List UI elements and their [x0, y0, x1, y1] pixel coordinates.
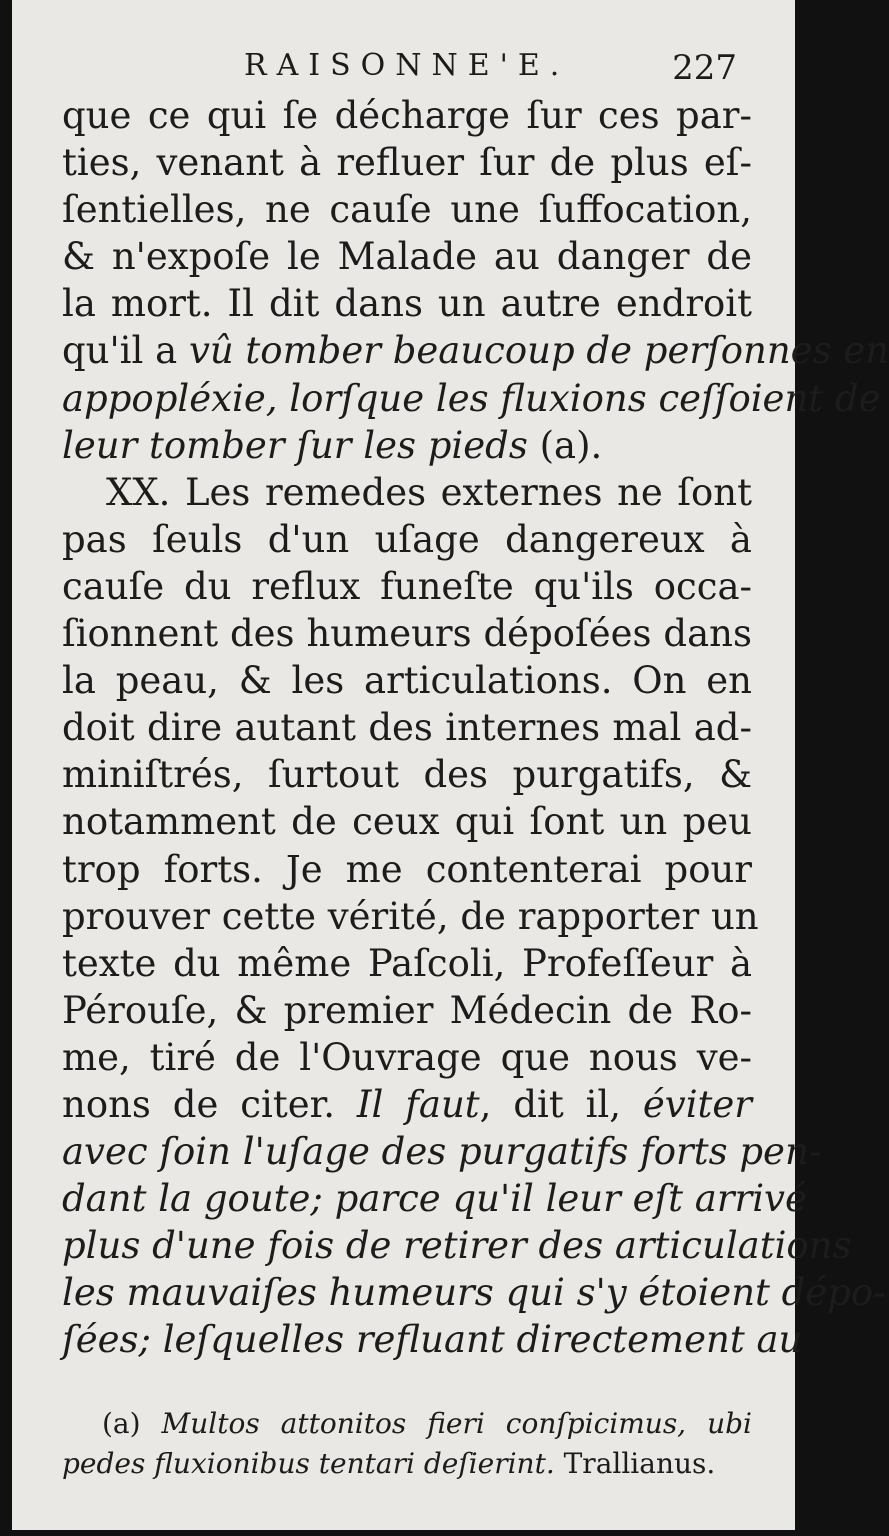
page-number: 227 — [672, 48, 737, 88]
text-run: qu'il a — [62, 329, 189, 373]
text-run: , dit il, — [479, 1082, 643, 1126]
text-line: que ce qui ſe décharge ſur ces par- — [62, 94, 752, 137]
text-line: les mauvaiſes humeurs qui s'y étoient dépo- — [62, 1271, 886, 1315]
text-line: appopléxie, lorſque les fluxions ceſſoient de — [62, 376, 881, 420]
text-line: & n'expoſe le Malade au danger de — [62, 235, 752, 279]
body-text — [62, 92, 889, 1364]
text-line: ſionnent des humeurs dépoſées dans — [62, 612, 752, 656]
text-line: dant la goute; parce qu'il leur eſt arrivé — [62, 1177, 807, 1221]
text-line: cauſe du reflux funeſte qu'ils occa- — [62, 564, 752, 608]
text-line: prouver cette vérité, de rapporter un — [62, 894, 759, 938]
text-line — [62, 422, 752, 469]
footnote-mark: (a) — [102, 1407, 162, 1440]
page-header — [12, 48, 795, 88]
text-line: notamment de ceux qui ſont un peu — [62, 800, 752, 844]
footnote-line — [62, 1404, 752, 1444]
footnote-quote: Multos attonitos fieri conſpicimus, ubi — [161, 1407, 752, 1440]
text-line — [62, 327, 889, 374]
text-line: Pérouſe, & premier Médecin de Ro- — [62, 988, 752, 1032]
text-line: trop forts. Je me contenterai pour — [62, 847, 752, 891]
text-line: la peau, & les articulations. On en — [62, 659, 752, 703]
book-page — [12, 0, 889, 1530]
text-line: ſentielles, ne cauſe une ſuffocation, — [62, 188, 752, 232]
italic-quote: vû tomber beaucoup de perſonnes en — [188, 329, 889, 373]
text-line: pas ſeuls d'un uſage dangereux à — [62, 517, 752, 561]
footnote-author: Trallianus. — [554, 1447, 716, 1480]
footnote-ref: (a). — [527, 423, 603, 467]
italic-quote: leur tomber ſur les pieds — [62, 423, 528, 467]
text-line: doit dire autant des internes mal ad- — [62, 706, 752, 750]
text-run: nons de citer. — [62, 1082, 357, 1126]
text-line: miniſtrés, ſurtout des purgatifs, & — [62, 753, 752, 797]
footnote-line — [62, 1444, 752, 1484]
footnote — [62, 1404, 752, 1484]
section-heading-line: XX. Les remedes externes ne ſont — [106, 470, 752, 514]
text-line: avec ſoin l'uſage des purgatifs forts pen- — [62, 1130, 822, 1174]
italic-quote: Il faut — [356, 1082, 480, 1126]
text-line: la mort. Il dit dans un autre endroit — [62, 282, 752, 326]
text-line: texte du même Paſcoli, Profeſſeur à — [62, 941, 752, 985]
footnote-quote: pedes fluxionibus tentari deſierint. — [62, 1447, 555, 1480]
running-head: RAISONNE'E. — [244, 48, 570, 83]
italic-quote: éviter — [642, 1082, 752, 1126]
text-line: plus d'une fois de retirer des articulations — [62, 1224, 852, 1268]
text-line: ties, venant à refluer ſur de plus eſ- — [62, 141, 752, 185]
text-line — [62, 1081, 752, 1128]
text-line: me, tiré de l'Ouvrage que nous ve- — [62, 1035, 752, 1079]
text-line: ſées; leſquelles refluant directement au — [62, 1318, 803, 1362]
